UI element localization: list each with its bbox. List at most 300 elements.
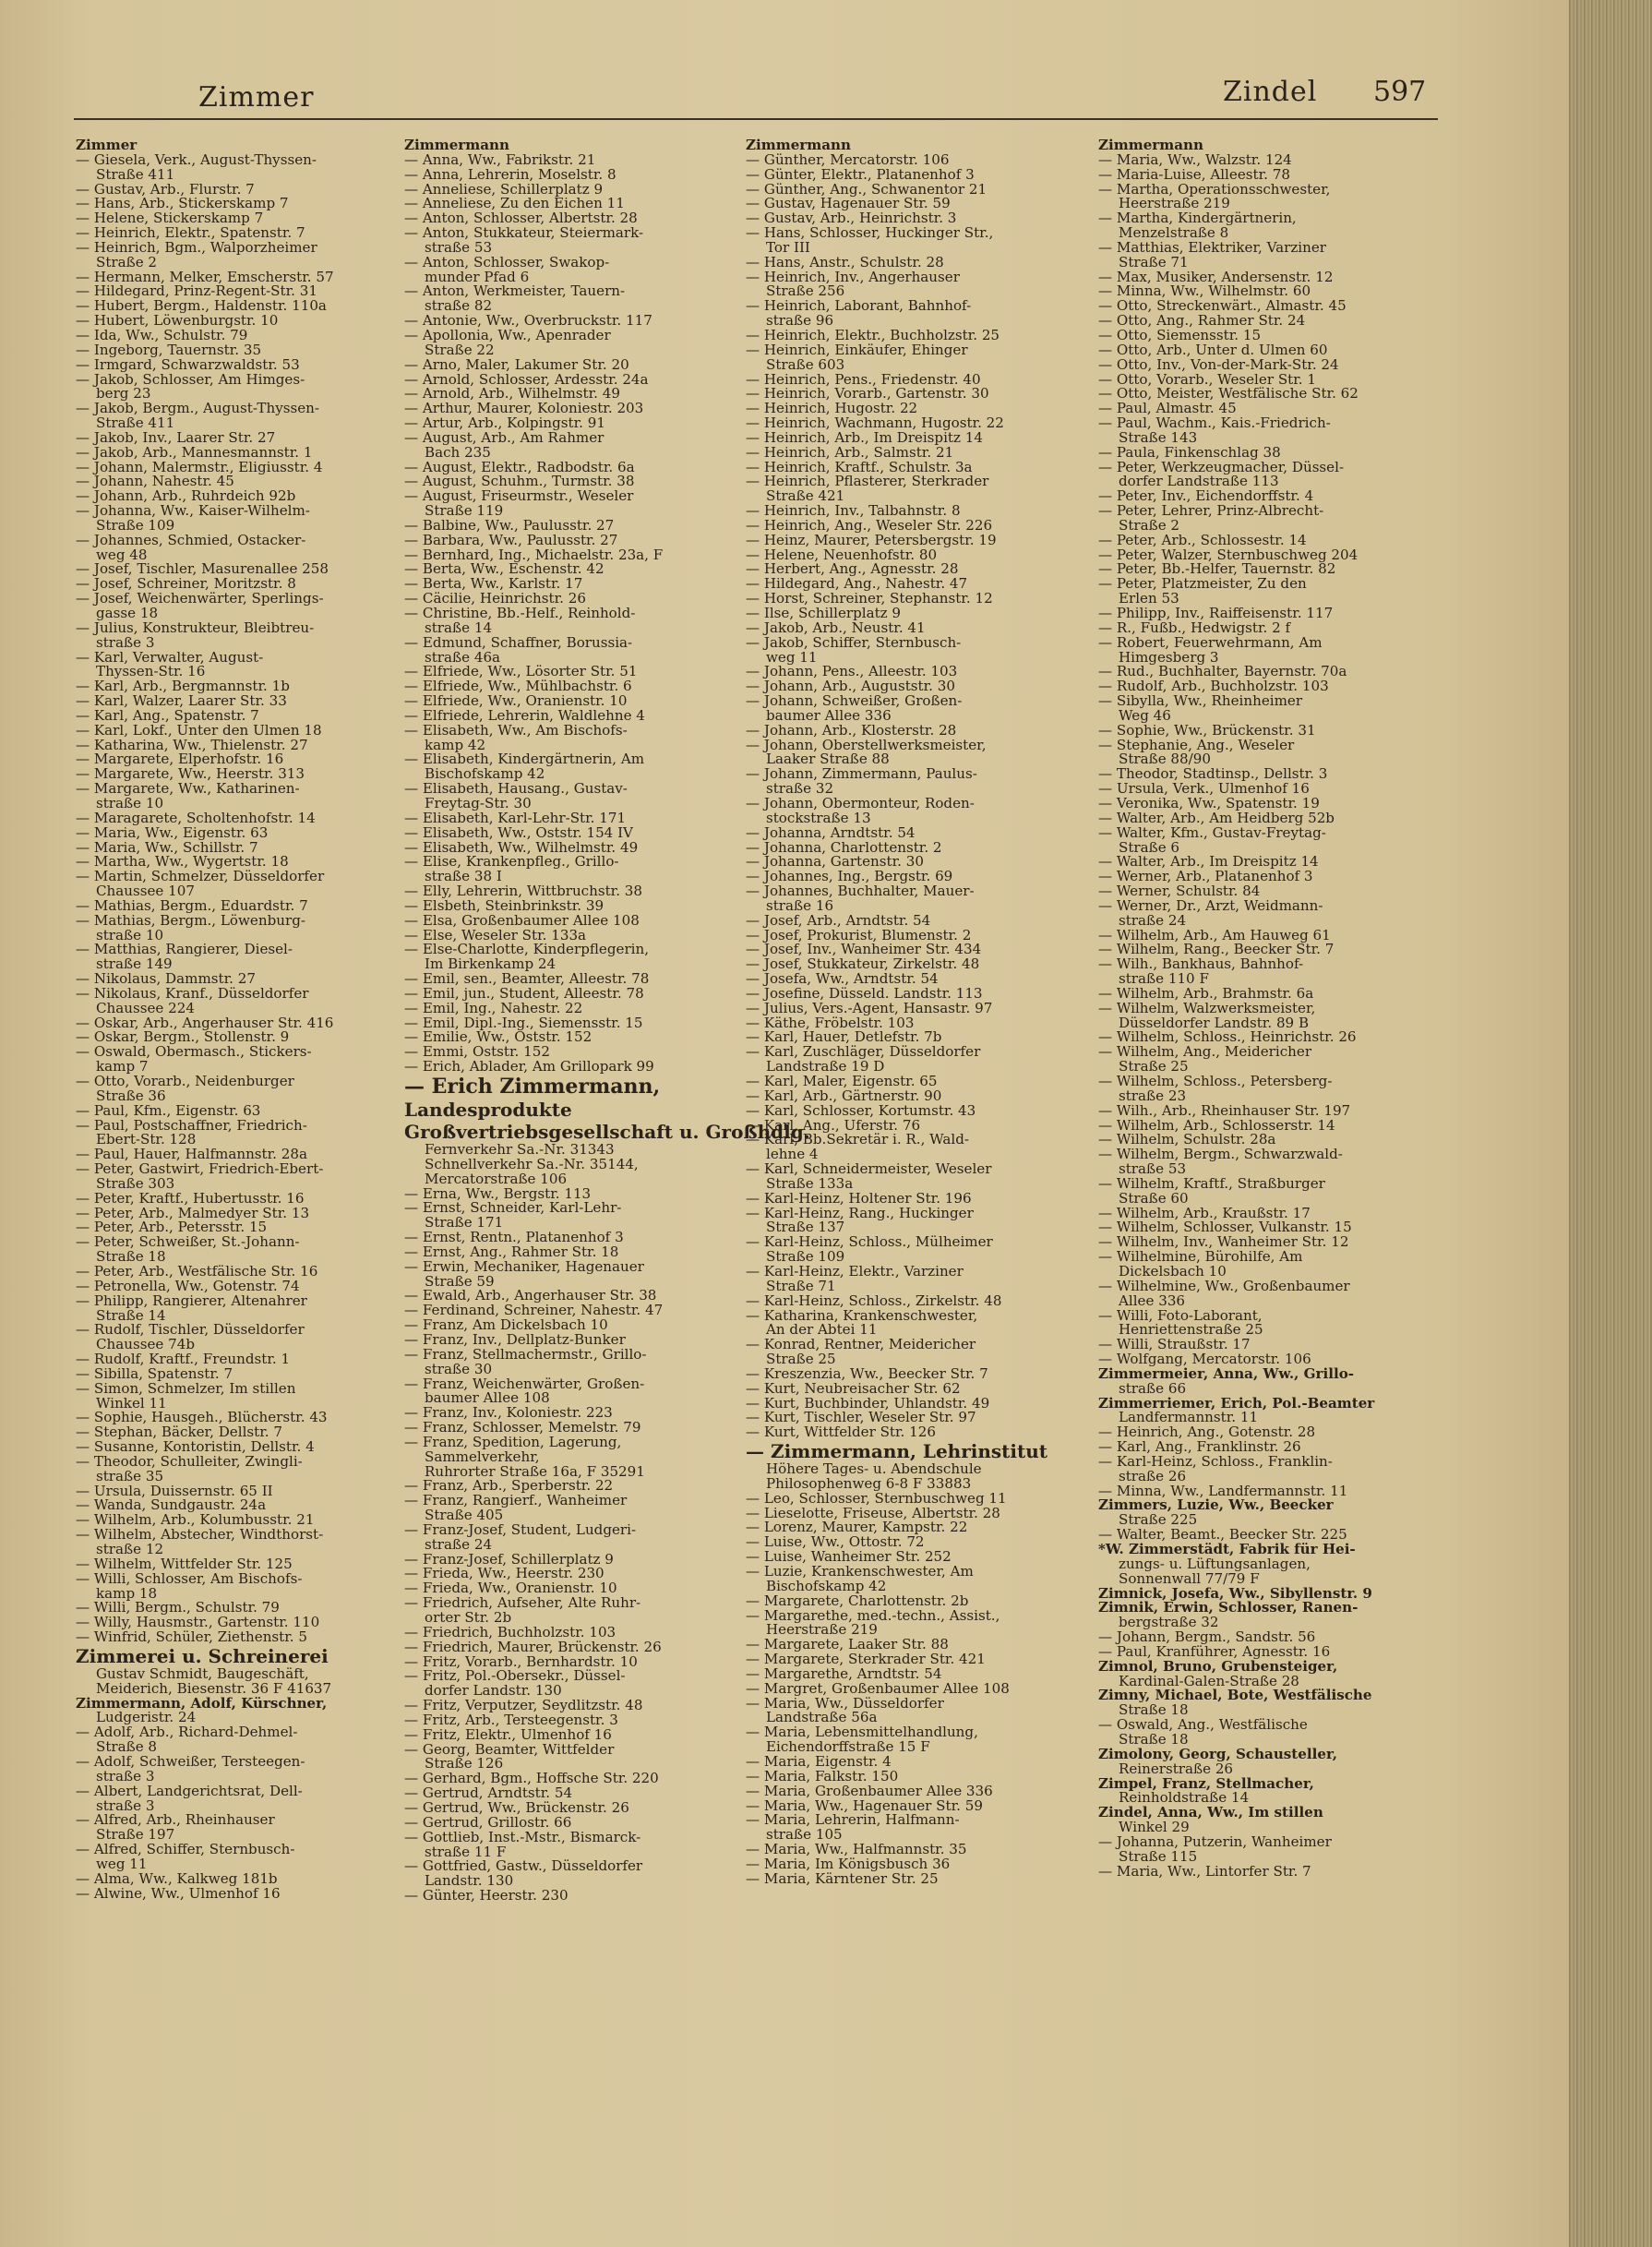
- directory-entry: Sammelverkehr,: [425, 1448, 540, 1465]
- directory-entry: Erlen 53: [1119, 590, 1179, 607]
- directory-entry: — Emil, Ing., Nahestr. 22: [404, 999, 583, 1016]
- directory-entry: — Peter, Inv., Eichendorffstr. 4: [1098, 487, 1314, 505]
- directory-entry: — Elisabeth, Ww., Oststr. 154 IV: [404, 823, 633, 841]
- directory-entry: — Elfriede, Ww., Oranienstr. 10: [404, 692, 628, 710]
- directory-entry: dorfer Landstraße 113: [1119, 473, 1279, 490]
- directory-entry: — Werner, Dr., Arzt, Weidmann-: [1098, 896, 1323, 914]
- directory-entry: — Kurt, Neubreisacher Str. 62: [746, 1379, 961, 1397]
- directory-entry: — Anton, Schlosser, Albertstr. 28: [404, 210, 638, 227]
- directory-entry: — Elisabeth, Ww., Am Bischofs-: [404, 721, 628, 739]
- directory-entry: — Wilhelm, Wittfelder Str. 125: [76, 1555, 293, 1572]
- page-header: [0, 72, 1440, 124]
- directory-entry: — Rudolf, Kraftf., Freundstr. 1: [76, 1351, 291, 1368]
- directory-entry: — Karl, Zuschläger, Düsseldorfer: [746, 1043, 981, 1061]
- directory-entry: — R., Fußb., Hedwigstr. 2 f: [1098, 619, 1291, 636]
- directory-entry: — Fritz, Pol.-Obersekr., Düssel-: [404, 1667, 626, 1685]
- directory-entry: — Elfriede, Ww., Lösorter Str. 51: [404, 663, 638, 680]
- directory-entry: — Johann, Obermonteur, Roden-: [746, 794, 975, 811]
- column-1: [76, 138, 422, 2234]
- directory-entry: — Ferdinand, Schreiner, Nahestr. 47: [404, 1302, 664, 1319]
- directory-entry: Straße 197: [96, 1826, 175, 1844]
- directory-entry: — Otto, Ang., Rahmer Str. 24: [1098, 312, 1306, 330]
- directory-entry: weg 48: [96, 546, 148, 563]
- directory-entry: — Otto, Arb., Unter d. Ulmen 60: [1098, 341, 1328, 358]
- directory-entry: straße 110 F: [1119, 970, 1209, 988]
- directory-entry: — Peter, Schweißer, St.-Johann-: [76, 1233, 300, 1251]
- directory-entry: — Hubert, Löwenburgstr. 10: [76, 312, 279, 330]
- directory-entry: — Peter, Gastwirt, Friedrich-Ebert-: [76, 1160, 324, 1178]
- directory-entry: — Berta, Ww., Karlstr. 17: [404, 575, 583, 593]
- directory-entry: — Max, Musiker, Andersenstr. 12: [1098, 268, 1334, 285]
- directory-entry: — Johanna, Ww., Kaiser-Wilhelm-: [76, 502, 310, 520]
- entry-heading: Zimny, Michael, Bote, Westfälische: [1098, 1687, 1372, 1704]
- directory-entry: — Johann, Arb., Klosterstr. 28: [746, 721, 957, 739]
- directory-entry: — Lorenz, Maurer, Kampstr. 22: [746, 1519, 968, 1536]
- directory-entry: — Wilhelm, Inv., Wanheimer Str. 12: [1098, 1233, 1349, 1251]
- directory-entry: Straße 603: [766, 355, 845, 373]
- directory-entry: — Paul, Almastr. 45: [1098, 400, 1237, 417]
- entry-heading: Zimmers, Luzie, Ww., Beecker: [1098, 1496, 1334, 1514]
- directory-entry: — Anneliese, Zu den Eichen 11: [404, 195, 625, 212]
- directory-entry: — Heinrich, Ang., Weseler Str. 226: [746, 516, 993, 534]
- directory-entry: — Karl, Ang., Spatenstr. 7: [76, 706, 259, 724]
- directory-entry: straße 12: [96, 1541, 164, 1557]
- directory-entry: — Jakob, Schlosser, Am Himges-: [76, 370, 305, 388]
- directory-entry: Straße 36: [96, 1087, 166, 1104]
- directory-entry: Straße 109: [96, 516, 175, 534]
- directory-entry: — Frieda, Ww., Oranienstr. 10: [404, 1580, 617, 1597]
- directory-entry: Gustav Schmidt, Baugeschäft,: [96, 1664, 309, 1682]
- directory-entry: Straße 119: [425, 502, 504, 520]
- directory-entry: — Fritz, Verputzer, Seydlitzstr. 48: [404, 1697, 643, 1714]
- directory-entry: Philosophenweg 6-8 F 33883: [766, 1474, 972, 1492]
- directory-entry: — Maria, Ww., Schillstr. 7: [76, 838, 258, 856]
- directory-entry: — Leo, Schlosser, Sternbuschweg 11: [746, 1489, 1007, 1507]
- directory-entry: — Erich, Ablader, Am Grillopark 99: [404, 1058, 654, 1075]
- directory-entry: straße 35: [96, 1467, 164, 1484]
- directory-entry: — Josefine, Düsseld. Landstr. 113: [746, 984, 983, 1002]
- directory-entry: — Heinrich, Elektr., Buchholzstr. 25: [746, 326, 1000, 343]
- directory-entry: — Wanda, Sundgaustr. 24a: [76, 1496, 267, 1514]
- directory-entry: — Philipp, Rangierer, Altenahrer: [76, 1292, 307, 1309]
- directory-entry: Himgesberg 3: [1119, 648, 1219, 666]
- directory-entry: — Wilhelm, Arb., Kolumbusstr. 21: [76, 1511, 315, 1529]
- directory-entry: — Martha, Kindergärtnerin,: [1098, 210, 1297, 227]
- directory-entry: — Adolf, Arb., Richard-Dehmel-: [76, 1724, 298, 1741]
- directory-entry: — Heinrich, Kraftf., Schulstr. 3a: [746, 458, 973, 475]
- directory-entry: — Veronika, Ww., Spatenstr. 19: [1098, 794, 1320, 811]
- directory-entry: — Elsbeth, Steinbrinkstr. 39: [404, 896, 605, 914]
- directory-entry: Bischofskamp 42: [766, 1577, 887, 1594]
- directory-entry: — Elisabeth, Kindergärtnerin, Am: [404, 751, 645, 768]
- entry-heading: Zimnol, Bruno, Grubensteiger,: [1098, 1657, 1338, 1675]
- directory-entry: straße 82: [425, 297, 493, 315]
- directory-entry: — Johanna, Arndtstr. 54: [746, 823, 916, 841]
- directory-entry: — Wilhelm, Arb., Brahmstr. 6a: [1098, 984, 1314, 1002]
- directory-entry: — Winfrid, Schüler, Ziethenstr. 5: [76, 1628, 307, 1646]
- directory-entry: — Anna, Lehrerin, Moselstr. 8: [404, 165, 617, 183]
- directory-entry: — Paul, Hauer, Halfmannstr. 28a: [76, 1146, 307, 1163]
- directory-entry: — Fritz, Arb., Tersteegenstr. 3: [404, 1711, 618, 1728]
- directory-entry: Straße 59: [425, 1272, 495, 1290]
- directory-entry: — Luise, Wanheimer Str. 252: [746, 1548, 952, 1566]
- directory-entry: — Sophie, Hausgeh., Blücherstr. 43: [76, 1409, 328, 1426]
- directory-entry: — Wilh., Arb., Rheinhauser Str. 197: [1098, 1101, 1351, 1119]
- directory-entry: — Rudolf, Arb., Buchholzstr. 103: [1098, 678, 1329, 695]
- directory-entry: — Stephan, Bäcker, Dellstr. 7: [76, 1424, 282, 1441]
- directory-entry: — Philipp, Inv., Raiffeisenstr. 117: [1098, 605, 1334, 621]
- directory-entry: — Arthur, Maurer, Koloniestr. 203: [404, 400, 644, 417]
- directory-entry: — Oswald, Obermasch., Stickers-: [76, 1043, 312, 1061]
- directory-entry: Straße 71: [766, 1277, 836, 1294]
- directory-entry: — Wilhelmine, Ww., Großenbaumer: [1098, 1277, 1350, 1294]
- directory-entry: — Karl, Verwalter, August-: [76, 648, 264, 666]
- directory-entry: — Erna, Ww., Bergstr. 113: [404, 1184, 592, 1202]
- directory-entry: — Emil, Dipl.-Ing., Siemensstr. 15: [404, 1014, 643, 1031]
- directory-entry: straße 32: [766, 780, 834, 798]
- directory-entry: Straße 411: [96, 415, 175, 432]
- directory-entry: — Albert, Landgerichtsrat, Dell-: [76, 1782, 303, 1799]
- directory-entry: Ludgeristr. 24: [96, 1709, 197, 1726]
- directory-entry: — Peter, Arb., Westfälische Str. 16: [76, 1262, 318, 1280]
- directory-entry: — Lieselotte, Friseuse, Albertstr. 28: [746, 1504, 1000, 1521]
- directory-entry: straße 11 F: [425, 1843, 507, 1860]
- directory-entry: Straße 303: [96, 1174, 175, 1192]
- directory-entry: Henriettenstraße 25: [1119, 1321, 1263, 1339]
- directory-entry: straße 14: [425, 619, 493, 636]
- advertisement-line: Landesprodukte: [404, 1099, 572, 1121]
- directory-entry: — Katharina, Krankenschwester,: [746, 1306, 978, 1324]
- directory-entry: Ebert-Str. 128: [96, 1131, 197, 1148]
- directory-entry: straße 53: [1119, 1160, 1187, 1178]
- directory-entry: — August, Schuhm., Turmstr. 38: [404, 473, 635, 490]
- directory-entry: Mercatorstraße 106: [425, 1170, 568, 1187]
- directory-entry: — Minna, Ww., Landfermannstr. 11: [1098, 1482, 1348, 1499]
- directory-entry: — Luise, Ww., Ottostr. 72: [746, 1533, 925, 1551]
- directory-entry: — Johann, Oberstellwerksmeister,: [746, 736, 987, 753]
- directory-entry: — Margarete, Ww., Katharinen-: [76, 780, 300, 798]
- directory-entry: — Margarete, Elperhofstr. 16: [76, 751, 284, 768]
- directory-entry: — Margret, Großenbaumer Allee 108: [746, 1679, 1010, 1697]
- directory-entry: zungs- u. Lüftungsanlagen,: [1119, 1555, 1311, 1572]
- directory-entry: An der Abtei 11: [766, 1321, 878, 1339]
- directory-entry: dorfer Landstr. 130: [425, 1682, 562, 1700]
- directory-entry: — Gertrud, Ww., Brückenstr. 26: [404, 1798, 629, 1816]
- entry-heading: *W. Zimmerstädt, Fabrik für Hei-: [1098, 1541, 1356, 1557]
- entry-heading: Zimnick, Josefa, Ww., Sibyllenstr. 9: [1098, 1584, 1372, 1602]
- directory-entry: — Margarete, Laaker Str. 88: [746, 1636, 949, 1653]
- directory-entry: — Karl-Heinz, Elektr., Varziner: [746, 1262, 964, 1280]
- directory-entry: — Maria, Ww., Eigenstr. 63: [76, 823, 269, 841]
- entry-heading: Zimmermann: [1098, 137, 1203, 153]
- directory-entry: Straße 88/90: [1119, 751, 1211, 768]
- directory-entry: — Günter, Elektr., Platanenhof 3: [746, 165, 975, 183]
- directory-entry: — Maria, Ww., Düsseldorfer: [746, 1694, 944, 1712]
- directory-entry: Im Birkenkamp 24: [425, 955, 557, 973]
- directory-entry: — Ernst, Ang., Rahmer Str. 18: [404, 1243, 619, 1260]
- directory-entry: — Maria, Großenbaumer Allee 336: [746, 1782, 993, 1799]
- directory-entry: — Paula, Finkenschlag 38: [1098, 443, 1281, 461]
- directory-entry: — Theodor, Schulleiter, Zwingli-: [76, 1452, 303, 1470]
- directory-entry: — Franz, Schlosser, Memelstr. 79: [404, 1419, 641, 1436]
- directory-entry: — Elfriede, Ww., Mühlbachstr. 6: [404, 678, 632, 695]
- directory-entry: Winkel 29: [1119, 1819, 1190, 1836]
- directory-entry: — Oskar, Bergm., Stollenstr. 9: [76, 1028, 290, 1046]
- directory-entry: — Martin, Schmelzer, Düsseldorfer: [76, 868, 325, 885]
- directory-entry: Straße 25: [1119, 1058, 1189, 1075]
- directory-entry: — Arnold, Arb., Wilhelmstr. 49: [404, 385, 620, 403]
- directory-entry: — Antonie, Ww., Overbruckstr. 117: [404, 312, 652, 330]
- directory-entry: straße 3: [96, 1767, 155, 1784]
- directory-entry: — Heinrich, Vorarb., Gartenstr. 30: [746, 385, 989, 403]
- directory-entry: — Günther, Mercatorstr. 106: [746, 150, 950, 168]
- directory-entry: — Maria, Ww., Walzstr. 124: [1098, 150, 1292, 168]
- directory-entry: — Julius, Konstrukteur, Bleibtreu-: [76, 619, 315, 636]
- directory-entry: Chaussee 107: [96, 883, 195, 900]
- directory-entry: — Arno, Maler, Lakumer Str. 20: [404, 355, 629, 373]
- directory-entry: — Paul, Kfm., Eigenstr. 63: [76, 1101, 261, 1119]
- directory-entry: — Karl, Arb., Bergmannstr. 1b: [76, 678, 290, 695]
- directory-entry: — Johann, Pens., Alleestr. 103: [746, 663, 958, 680]
- directory-entry: Straße 18: [1119, 1701, 1189, 1719]
- directory-entry: Straße 71: [1119, 253, 1189, 270]
- directory-entry: Straße 411: [96, 165, 175, 183]
- directory-entry: — Wilhelm, Ang., Meidericher: [1098, 1043, 1312, 1061]
- entry-heading: Zimmerriemer, Erich, Pol.-Beamter: [1098, 1394, 1375, 1412]
- directory-entry: — Heinrich, Arb., Im Dreispitz 14: [746, 428, 983, 446]
- directory-entry: — Wilh., Bankhaus, Bahnhof-: [1098, 955, 1304, 973]
- directory-entry: — Peter, Bb.-Helfer, Tauernstr. 82: [1098, 560, 1336, 578]
- directory-entry: — Hermann, Melker, Emscherstr. 57: [76, 268, 334, 285]
- directory-entry: — Jakob, Schiffer, Sternbusch-: [746, 633, 962, 651]
- directory-entry: — Maria, Ww., Hagenauer Str. 59: [746, 1796, 983, 1814]
- directory-entry: — Helene, Neuenhofstr. 80: [746, 546, 938, 563]
- directory-entry: — Sophie, Ww., Brückenstr. 31: [1098, 721, 1316, 739]
- directory-entry: kamp 42: [425, 736, 486, 753]
- directory-entry: — Kreszenzia, Ww., Beecker Str. 7: [746, 1364, 988, 1382]
- directory-entry: — Willi, Foto-Laborant,: [1098, 1306, 1263, 1324]
- directory-entry: — Peter, Arb., Schlossestr. 14: [1098, 531, 1307, 548]
- directory-entry: — Johanna, Putzerin, Wanheimer: [1098, 1832, 1332, 1850]
- directory-entry: — August, Arb., Am Rahmer: [404, 428, 605, 446]
- directory-entry: — Maria, Ww., Halfmannstr. 35: [746, 1841, 967, 1858]
- directory-entry: — Johann, Arb., Auguststr. 30: [746, 678, 955, 695]
- book-page-edge: [1569, 0, 1652, 2247]
- directory-entry: — Matthias, Elektriker, Varziner: [1098, 238, 1327, 256]
- directory-entry: Dickelsbach 10: [1119, 1262, 1227, 1280]
- directory-entry: — Peter, Platzmeister, Zu den: [1098, 575, 1307, 593]
- directory-entry: — Barbara, Ww., Paulusstr. 27: [404, 531, 618, 548]
- directory-entry: Sonnenwall 77/79 F: [1119, 1569, 1260, 1587]
- directory-entry: — Franz, Stellmachermstr., Grillo-: [404, 1345, 647, 1363]
- directory-entry: — Walter, Beamt., Beecker Str. 225: [1098, 1526, 1347, 1544]
- directory-entry: — Herbert, Ang., Agnesstr. 28: [746, 560, 959, 578]
- directory-entry: Tor III: [766, 238, 810, 256]
- directory-entry: — Heinrich, Wachmann, Hugostr. 22: [746, 415, 1004, 432]
- directory-entry: — Gerhard, Bgm., Hoffsche Str. 220: [404, 1770, 659, 1787]
- directory-entry: straße 53: [425, 238, 493, 256]
- directory-entry: — Gustav, Arb., Heinrichstr. 3: [746, 210, 957, 227]
- directory-entry: — Karl, Ang., Franklinstr. 26: [1098, 1438, 1301, 1456]
- directory-entry: Fernverkehr Sa.-Nr. 31343: [425, 1141, 615, 1158]
- directory-entry: — Josef, Inv., Wanheimer Str. 434: [746, 941, 982, 958]
- directory-entry: — Werner, Arb., Platanenhof 3: [1098, 868, 1313, 885]
- directory-entry: Straße 115: [1119, 1847, 1198, 1865]
- directory-entry: — Bernhard, Ing., Michaelstr. 23a, F: [404, 546, 664, 563]
- directory-entry: — Maria-Luise, Alleestr. 78: [1098, 165, 1290, 183]
- directory-entry: — Alfred, Schiffer, Sternbusch-: [76, 1841, 295, 1858]
- directory-entry: — Apollonia, Ww., Apenrader: [404, 326, 611, 343]
- header-left-keyword: Zimmer: [198, 81, 315, 114]
- directory-entry: — Jakob, Bergm., August-Thyssen-: [76, 400, 319, 417]
- directory-entry: — Josef, Schreiner, Moritzstr. 8: [76, 575, 296, 593]
- directory-entry: — Josefa, Ww., Arndtstr. 54: [746, 970, 939, 988]
- directory-entry: Straße 143: [1119, 428, 1198, 446]
- directory-entry: — Margarete, Sterkrader Str. 421: [746, 1651, 986, 1668]
- directory-entry: — Heinz, Maurer, Petersbergstr. 19: [746, 531, 997, 548]
- directory-entry: — Karl, Ang., Uferstr. 76: [746, 1116, 921, 1134]
- directory-entry: — Christine, Bb.-Helf., Reinhold-: [404, 605, 636, 621]
- directory-entry: — Otto, Vorarb., Neidenburger: [76, 1073, 294, 1089]
- directory-entry: — Karl-Heinz, Holtener Str. 196: [746, 1189, 972, 1207]
- directory-entry: gasse 18: [96, 605, 159, 621]
- directory-entry: Landstraße 19 D: [766, 1058, 885, 1075]
- directory-entry: — Johann, Arb., Ruhrdeich 92b: [76, 487, 296, 505]
- directory-entry: — Cäcilie, Heinrichstr. 26: [404, 590, 586, 607]
- directory-entry: — Fritz, Elektr., Ulmenhof 16: [404, 1725, 612, 1743]
- directory-entry: — Heinrich, Ang., Gotenstr. 28: [1098, 1424, 1316, 1441]
- directory-entry: — Wilhelm, Kraftf., Straßburger: [1098, 1174, 1325, 1192]
- directory-entry: — Wilhelm, Schlosser, Vulkanstr. 15: [1098, 1219, 1352, 1236]
- entry-heading: Zimmer: [76, 137, 138, 153]
- directory-entry: Chaussee 224: [96, 999, 195, 1016]
- directory-entry: — Karl, Bb.Sekretär i. R., Wald-: [746, 1131, 969, 1148]
- directory-entry: — Hans, Arb., Stickerskamp 7: [76, 195, 289, 212]
- directory-entry: Bischofskamp 42: [425, 765, 545, 783]
- directory-entry: — Heinrich, Inv., Talbahnstr. 8: [746, 502, 961, 520]
- directory-entry: straße 23: [1119, 1087, 1187, 1104]
- directory-entry: — Julius, Vers.-Agent, Hansastr. 97: [746, 999, 993, 1016]
- directory-entry: straße 24: [1119, 911, 1187, 929]
- directory-entry: — Konrad, Rentner, Meidericher: [746, 1336, 976, 1353]
- directory-entry: straße 30: [425, 1360, 493, 1377]
- directory-entry: — Wilhelm, Bergm., Schwarzwald-: [1098, 1146, 1343, 1163]
- directory-entry: — Rud., Buchhalter, Bayernstr. 70a: [1098, 663, 1347, 680]
- directory-entry: — Jakob, Arb., Mannesmannstr. 1: [76, 443, 313, 461]
- directory-entry: — Oskar, Arb., Angerhauser Str. 416: [76, 1014, 334, 1031]
- directory-entry: — Helene, Stickerskamp 7: [76, 210, 264, 227]
- directory-entry: — Günter, Heerstr. 230: [404, 1887, 569, 1905]
- directory-entry: — Maria, Lebensmittelhandlung,: [746, 1724, 978, 1741]
- entry-heading: Zimmermann, Adolf, Kürschner,: [76, 1694, 328, 1712]
- directory-entry: Landstraße 56a: [766, 1709, 878, 1726]
- directory-entry: straße 149: [96, 955, 173, 973]
- directory-entry: — Otto, Siemensstr. 15: [1098, 326, 1262, 343]
- page-number: 597: [1373, 76, 1427, 108]
- directory-entry: Thyssen-Str. 16: [96, 663, 206, 680]
- directory-entry: — Heinrich, Bgm., Walporzheimer: [76, 238, 317, 256]
- directory-entry: — Franz, Arb., Sperberstr. 22: [404, 1477, 614, 1495]
- directory-entry: Allee 336: [1119, 1292, 1186, 1309]
- directory-entry: — Horst, Schreiner, Stephanstr. 12: [746, 590, 993, 607]
- directory-entry: — Karl-Heinz, Schloss., Mülheimer: [746, 1233, 993, 1251]
- directory-entry: — Heinrich, Inv., Angerhauser: [746, 268, 960, 285]
- directory-entry: Kardinal-Galen-Straße 28: [1119, 1672, 1299, 1689]
- directory-entry: Straße 2: [96, 253, 158, 270]
- directory-entry: — Johann, Malermstr., Eligiusstr. 4: [76, 458, 323, 475]
- directory-entry: Straße 6: [1119, 838, 1180, 856]
- directory-entry: — Else-Charlotte, Kinderpflegerin,: [404, 941, 650, 958]
- directory-entry: — Friedrich, Aufseher, Alte Ruhr-: [404, 1594, 641, 1612]
- directory-entry: — Elise, Krankenpfleg., Grillo-: [404, 853, 619, 871]
- directory-entry: — Emil, sen., Beamter, Alleestr. 78: [404, 970, 650, 988]
- directory-entry: — Peter, Werkzeugmacher, Düssel-: [1098, 458, 1345, 475]
- directory-entry: berg 23: [96, 385, 151, 403]
- directory-entry: — Susanne, Kontoristin, Dellstr. 4: [76, 1438, 315, 1456]
- directory-entry: — Anna, Ww., Fabrikstr. 21: [404, 150, 596, 168]
- directory-entry: — Stephanie, Ang., Weseler: [1098, 736, 1295, 753]
- directory-entry: — Nikolaus, Dammstr. 27: [76, 970, 256, 988]
- directory-entry: — Irmgard, Schwarzwaldstr. 53: [76, 355, 300, 373]
- directory-entry: — Peter, Arb., Petersstr. 15: [76, 1219, 268, 1236]
- directory-entry: straße 96: [766, 312, 834, 330]
- advertisement-line: — Zimmermann, Lehrinstitut: [746, 1440, 1047, 1463]
- directory-entry: Landstr. 130: [425, 1872, 514, 1890]
- directory-entry: — Petronella, Ww., Gotenstr. 74: [76, 1277, 300, 1294]
- directory-entry: straße 3: [96, 1796, 155, 1814]
- directory-entry: Straße 171: [425, 1214, 504, 1232]
- directory-entry: — Johann, Bergm., Sandstr. 56: [1098, 1628, 1316, 1646]
- directory-entry: Höhere Tages- u. Abendschule: [766, 1460, 982, 1478]
- directory-entry: — Ursula, Verk., Ulmenhof 16: [1098, 780, 1310, 798]
- directory-entry: — Maria, Lehrerin, Halfmann-: [746, 1811, 960, 1829]
- directory-entry: — Werner, Schulstr. 84: [1098, 883, 1261, 900]
- directory-entry: — Peter, Lehrer, Prinz-Albrecht-: [1098, 502, 1324, 520]
- directory-entry: — Elsa, Großenbaumer Allee 108: [404, 911, 640, 929]
- directory-entry: — Franz, Spedition, Lagerung,: [404, 1433, 622, 1450]
- directory-entry: Landfermannstr. 11: [1119, 1409, 1259, 1426]
- directory-entry: bergstraße 32: [1119, 1614, 1219, 1631]
- directory-entry: — Otto, Meister, Westfälische Str. 62: [1098, 385, 1359, 403]
- directory-entry: — Anton, Stukkateur, Steiermark-: [404, 224, 644, 242]
- directory-entry: Reinholdstraße 14: [1119, 1789, 1250, 1807]
- directory-entry: — Willi, Straußstr. 17: [1098, 1336, 1251, 1353]
- directory-entry: — Ingeborg, Tauernstr. 35: [76, 341, 262, 358]
- entry-heading: Zimolony, Georg, Schausteller,: [1098, 1745, 1338, 1762]
- directory-entry: baumer Allee 108: [425, 1389, 550, 1407]
- directory-entry: Schnellverkehr Sa.-Nr. 35144,: [425, 1155, 639, 1172]
- directory-entry: straße 10: [96, 794, 164, 811]
- directory-entry: — Hildegard, Ang., Nahestr. 47: [746, 575, 968, 593]
- directory-entry: Straße 2: [1119, 516, 1180, 534]
- column-4: [1098, 138, 1444, 2234]
- directory-entry: Reinerstraße 26: [1119, 1760, 1234, 1777]
- directory-entry: Ruhrorter Straße 16a, F 35291: [425, 1462, 645, 1480]
- directory-entry: — Friedrich, Maurer, Brückenstr. 26: [404, 1638, 662, 1655]
- directory-entry: straße 66: [1119, 1379, 1187, 1397]
- directory-entry: Eichendorffstraße 15 F: [766, 1738, 930, 1756]
- directory-entry: — Günther, Ang., Schwanentor 21: [746, 180, 988, 198]
- directory-entry: — Willi, Bergm., Schulstr. 79: [76, 1599, 280, 1616]
- directory-entry: — Johanna, Gartenstr. 30: [746, 853, 924, 871]
- directory-entry: Meiderich, Biesenstr. 36 F 41637: [96, 1679, 332, 1697]
- directory-entry: — Ernst, Rentn., Platanenhof 3: [404, 1229, 624, 1246]
- directory-entry: — Matthias, Rangierer, Diesel-: [76, 941, 293, 958]
- directory-entry: — Paul, Wachm., Kais.-Friedrich-: [1098, 415, 1331, 432]
- directory-entry: — Wolfgang, Mercatorstr. 106: [1098, 1351, 1311, 1368]
- directory-entry: Straße 22: [425, 341, 495, 358]
- directory-entry: — Maria, Eigenstr. 4: [746, 1752, 892, 1770]
